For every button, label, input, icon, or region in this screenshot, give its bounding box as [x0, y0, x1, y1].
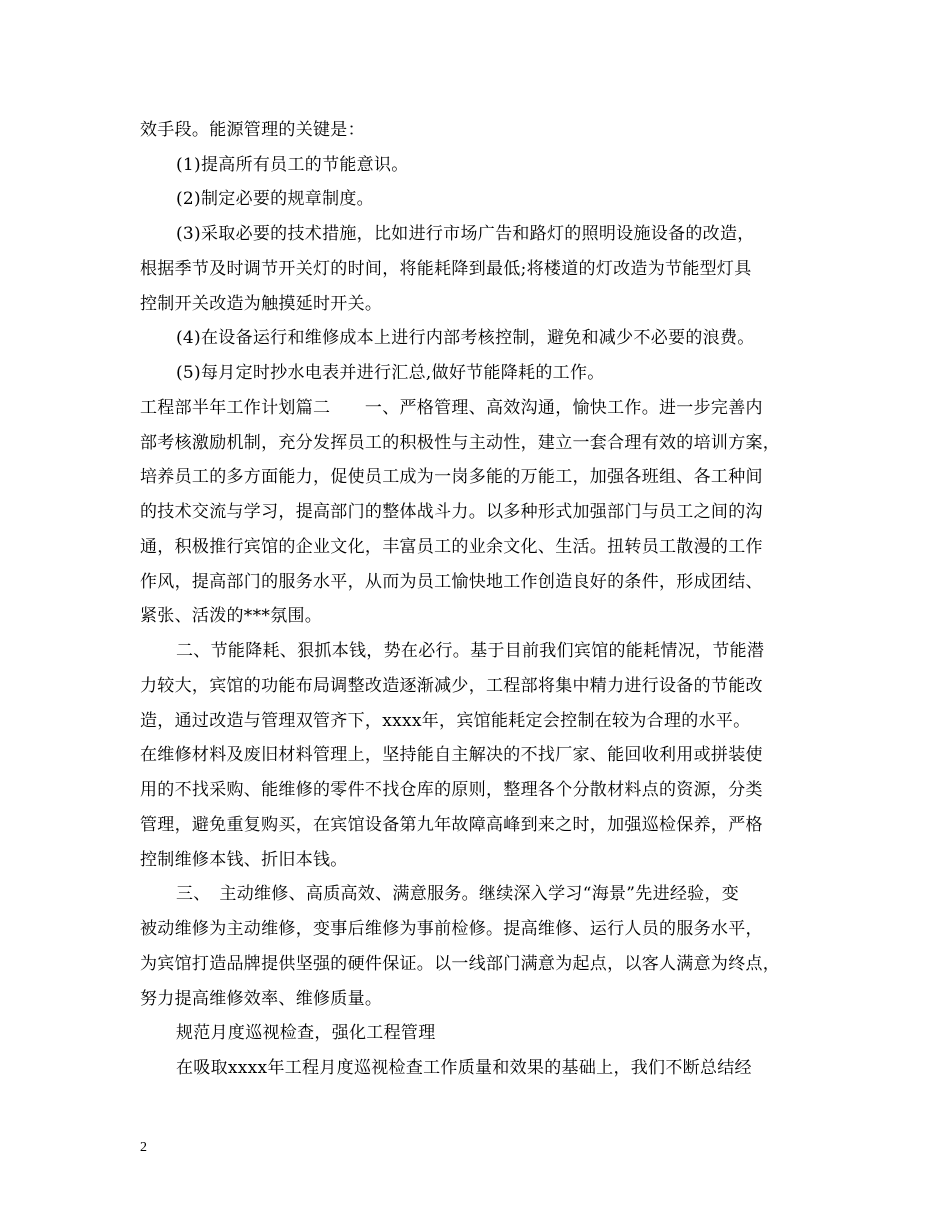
- text-line: 三、 主动维修、高质高效、满意服务。继续深入学习“海景”先进经验，变: [176, 884, 740, 904]
- text-line: 在维修材料及废旧材料管理上，坚持能自主解决的不找厂家、能回收利用或拼装使: [140, 745, 763, 765]
- text-line: 通，积极推行宾馆的企业文化，丰富员工的业余文化、生活。扭转员工散漫的工作: [140, 537, 763, 557]
- text-line: 在吸取xxxx年工程月度巡视检查工作质量和效果的基础上，我们不断总结经: [176, 1058, 752, 1078]
- section-heading-line: 工程部半年工作计划篇二 一、严格管理、高效沟通，愉快工作。进一步完善内: [140, 398, 763, 418]
- text-line: 的技术交流与学习，提高部门的整体战斗力。以多种形式加强部门与员工之间的沟: [140, 502, 763, 522]
- text-line: (5)每月定时抄水电表并进行汇总,做好节能降耗的工作。: [176, 363, 605, 383]
- subheading-line: 规范月度巡视检查，强化工程管理: [176, 1023, 436, 1043]
- text-line: 管理，避免重复购买，在宾馆设备第九年故障高峰到来之时，加强巡检保养，严格: [140, 815, 763, 835]
- text-line: (2)制定必要的规章制度。: [176, 189, 374, 209]
- text-line: 紧张、活泼的***氛围。: [140, 606, 323, 626]
- text-line: 被动维修为主动维修，变事后维修为事前检修。提高维修、运行人员的服务水平，: [140, 919, 763, 939]
- text-line: 作风，提高部门的服务水平，从而为员工愉快地工作创造良好的条件，形成团结、: [140, 572, 763, 592]
- text-line: 控制开关改造为触摸延时开关。: [140, 294, 383, 314]
- text-line: 效手段。能源管理的关键是：: [140, 120, 365, 140]
- text-line: 根据季节及时调节开关灯的时间，将能耗降到最低;将楼道的灯改造为节能型灯具: [140, 259, 752, 279]
- text-line: 为宾馆打造品牌提供坚强的硬件保证。以一线部门满意为起点，以客人满意为终点，: [140, 954, 781, 974]
- text-line: 部考核激励机制，充分发挥员工的积极性与主动性，建立一套合理有效的培训方案，: [140, 433, 781, 453]
- text-line: (3)采取必要的技术措施，比如进行市场广告和路灯的照明设施设备的改造，: [176, 224, 755, 244]
- text-line: 力较大，宾馆的功能布局调整改造逐渐减少，工程部将集中精力进行设备的节能改: [140, 676, 763, 696]
- text-line: (1)提高所有员工的节能意识。: [176, 155, 409, 175]
- text-line: (4)在设备运行和维修成本上进行内部考核控制，避免和减少不必要的浪费。: [176, 328, 755, 348]
- page-number: 2: [140, 1140, 147, 1155]
- text-line: 二、节能降耗、狠抓本钱，势在必行。基于目前我们宾馆的能耗情况，节能潜: [176, 641, 765, 661]
- text-line: 培养员工的多方面能力，促使员工成为一岗多能的万能工，加强各班组、各工种间: [140, 467, 763, 487]
- text-line: 努力提高维修效率、维修质量。: [140, 989, 383, 1009]
- text-line: 用的不找采购、能维修的零件不找仓库的原则，整理各个分散材料点的资源，分类: [140, 780, 763, 800]
- text-line: 造，通过改造与管理双管齐下，xxxx年，宾馆能耗定会控制在较为合理的水平。: [140, 711, 751, 731]
- text-line: 控制维修本钱、折旧本钱。: [140, 850, 348, 870]
